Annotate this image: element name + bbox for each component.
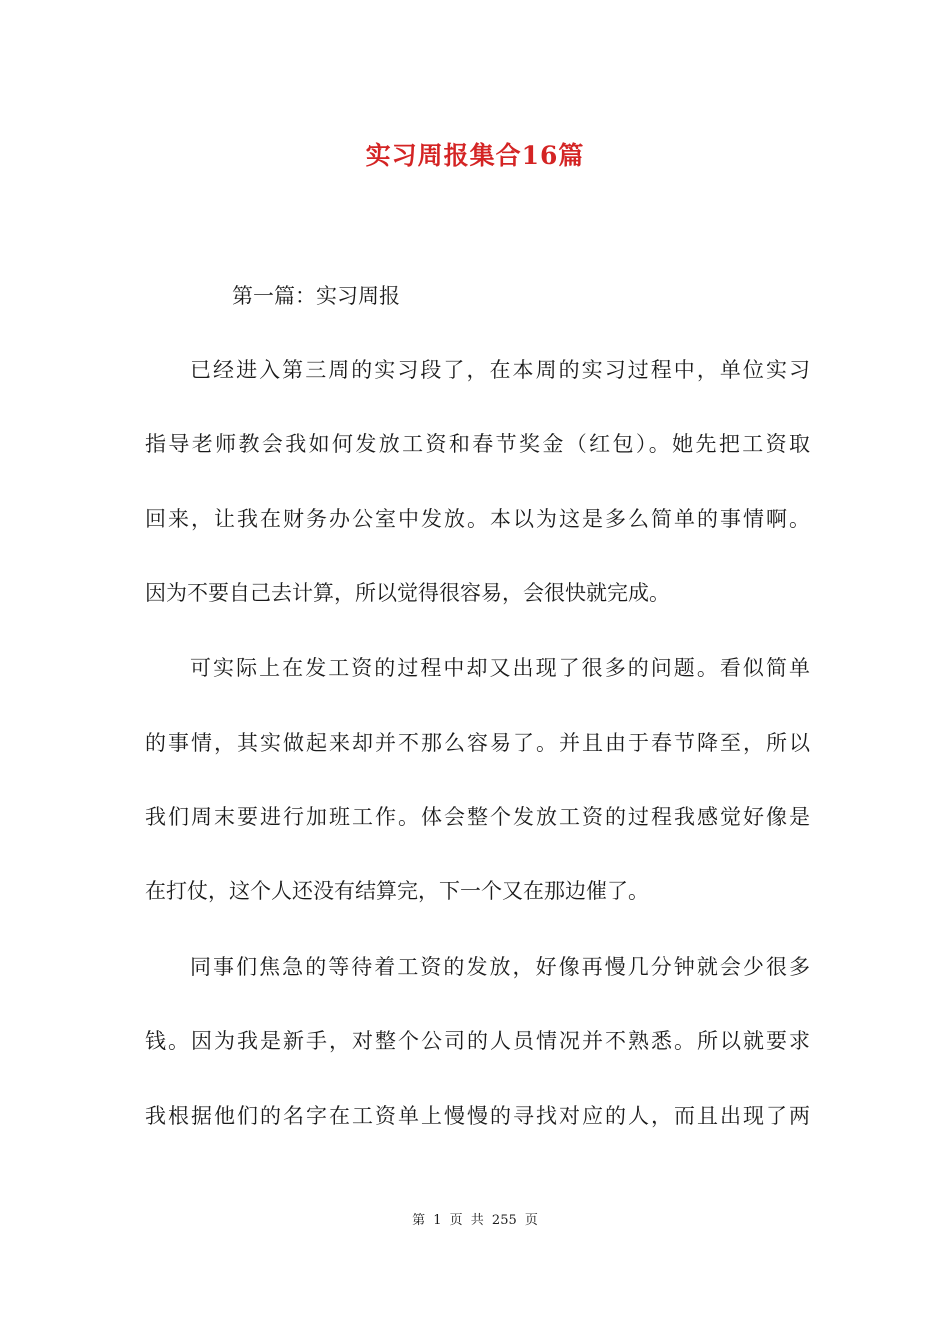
paragraph-2-line-2: 的事情，其实做起来却并不那么容易了。并且由于春节降至，所以: [145, 731, 810, 755]
paragraph-3-line-3: 我根据他们的名字在工资单上慢慢的寻找对应的人，而且出现了两: [145, 1104, 810, 1128]
paragraph-3-line-1: 同事们焦急的等待着工资的发放，好像再慢几分钟就会少很多: [190, 955, 810, 979]
paragraph-1-line-2: 指导老师教会我如何发放工资和春节奖金（红包）。她先把工资取: [145, 432, 810, 456]
paragraph-1-line-1: 已经进入第三周的实习段了，在本周的实习过程中，单位实习: [190, 358, 810, 382]
paragraph-2-line-4: 在打仗，这个人还没有结算完，下一个又在那边催了。: [145, 879, 649, 903]
paragraph-1-line-4: 因为不要自己去计算，所以觉得很容易，会很快就完成。: [145, 581, 670, 605]
paragraph-2-line-3: 我们周末要进行加班工作。体会整个发放工资的过程我感觉好像是: [145, 805, 810, 829]
section-heading: 第一篇：实习周报: [232, 284, 400, 308]
page-footer: 第 1 页 共 255 页: [412, 1213, 538, 1228]
paragraph-1-line-3: 回来，让我在财务办公室中发放。本以为这是多么简单的事情啊。: [145, 507, 810, 531]
paragraph-2-line-1: 可实际上在发工资的过程中却又出现了很多的问题。看似简单: [190, 656, 810, 680]
document-title: 实习周报集合16篇: [365, 141, 585, 170]
paragraph-3-line-2: 钱。因为我是新手，对整个公司的人员情况并不熟悉。所以就要求: [145, 1029, 810, 1053]
